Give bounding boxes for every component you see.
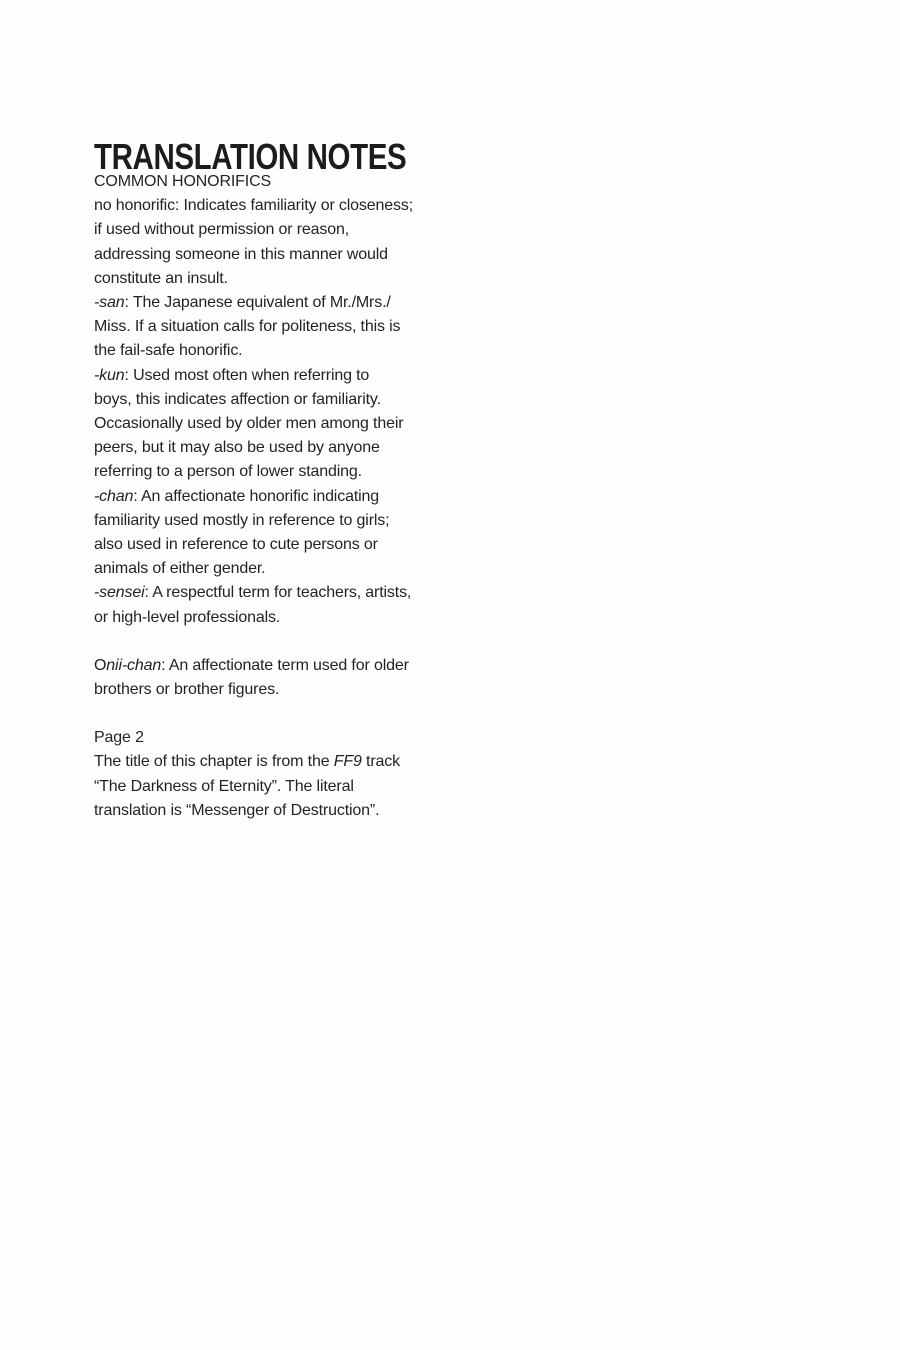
text-run: : Used most often when referring to <box>124 366 370 384</box>
text-run: : The Japanese equivalent of Mr./Mrs./ <box>124 294 391 312</box>
text-run: familiarity used mostly in reference to girls; <box>94 511 390 529</box>
text-run: referring to a person of lower standing. <box>94 463 362 481</box>
text-line <box>94 509 524 533</box>
italic-run: FF9 <box>333 753 362 771</box>
text-run: the fail-safe honorific. <box>94 342 243 360</box>
text-run: peers, but it may also be used by anyone <box>94 439 380 457</box>
section-page-2-note <box>94 726 524 823</box>
text-run: brothers or brother figures. <box>94 681 280 699</box>
text-line <box>94 243 524 267</box>
italic-run: nii-chan <box>106 656 162 674</box>
text-run: if used without permission or reason, <box>94 221 350 239</box>
text-run: Occasionally used by older men among their <box>94 415 404 433</box>
text-line <box>94 436 524 460</box>
text-run: addressing someone in this manner would <box>94 245 388 263</box>
text-line <box>94 750 524 774</box>
text-line <box>94 364 524 388</box>
italic-run: -chan <box>94 487 134 505</box>
text-line <box>94 485 524 509</box>
text-line <box>94 533 524 557</box>
text-line <box>94 267 524 291</box>
text-run: O <box>94 656 107 674</box>
notes-body <box>94 170 524 847</box>
text-line <box>94 170 524 194</box>
italic-run: -san <box>94 294 125 312</box>
section-common-honorifics <box>94 170 524 630</box>
text-line <box>94 606 524 630</box>
text-line <box>94 678 524 702</box>
text-line <box>94 412 524 436</box>
text-line <box>94 315 524 339</box>
page-title: TRANSLATION NOTES <box>94 136 407 178</box>
text-line <box>94 388 524 412</box>
text-line <box>94 799 524 823</box>
text-line <box>94 726 524 750</box>
text-run: Page 2 <box>94 729 144 747</box>
text-line <box>94 581 524 605</box>
italic-run: -kun <box>94 366 125 384</box>
text-line <box>94 460 524 484</box>
text-run: no honorific: Indicates familiarity or closeness; <box>94 197 414 215</box>
italic-run: -sensei <box>94 584 145 602</box>
text-run: boys, this indicates affection or familiarity. <box>94 390 381 408</box>
text-line <box>94 339 524 363</box>
text-run: animals of either gender. <box>94 560 266 578</box>
text-run: “The Darkness of Eternity”. The literal <box>94 777 354 795</box>
text-run: : An affectionate honorific indicating <box>133 487 380 505</box>
text-run: also used in reference to cute persons or <box>94 536 378 554</box>
section-onii-chan-note <box>94 654 524 702</box>
text-run: track <box>361 753 400 771</box>
text-run: : A respectful term for teachers, artists, <box>144 584 412 602</box>
text-line <box>94 218 524 242</box>
text-run: translation is “Messenger of Destruction”. <box>94 801 380 819</box>
text-line <box>94 557 524 581</box>
text-run: The title of this chapter is from the <box>94 753 334 771</box>
text-line <box>94 654 524 678</box>
text-run: constitute an insult. <box>94 269 228 287</box>
text-line <box>94 775 524 799</box>
text-run: COMMON HONORIFICS <box>94 173 271 190</box>
text-run: Miss. If a situation calls for politeness, this is <box>94 318 401 336</box>
text-line <box>94 194 524 218</box>
text-line <box>94 291 524 315</box>
text-run: : An affectionate term used for older <box>161 656 409 674</box>
text-run: or high-level professionals. <box>94 608 281 626</box>
